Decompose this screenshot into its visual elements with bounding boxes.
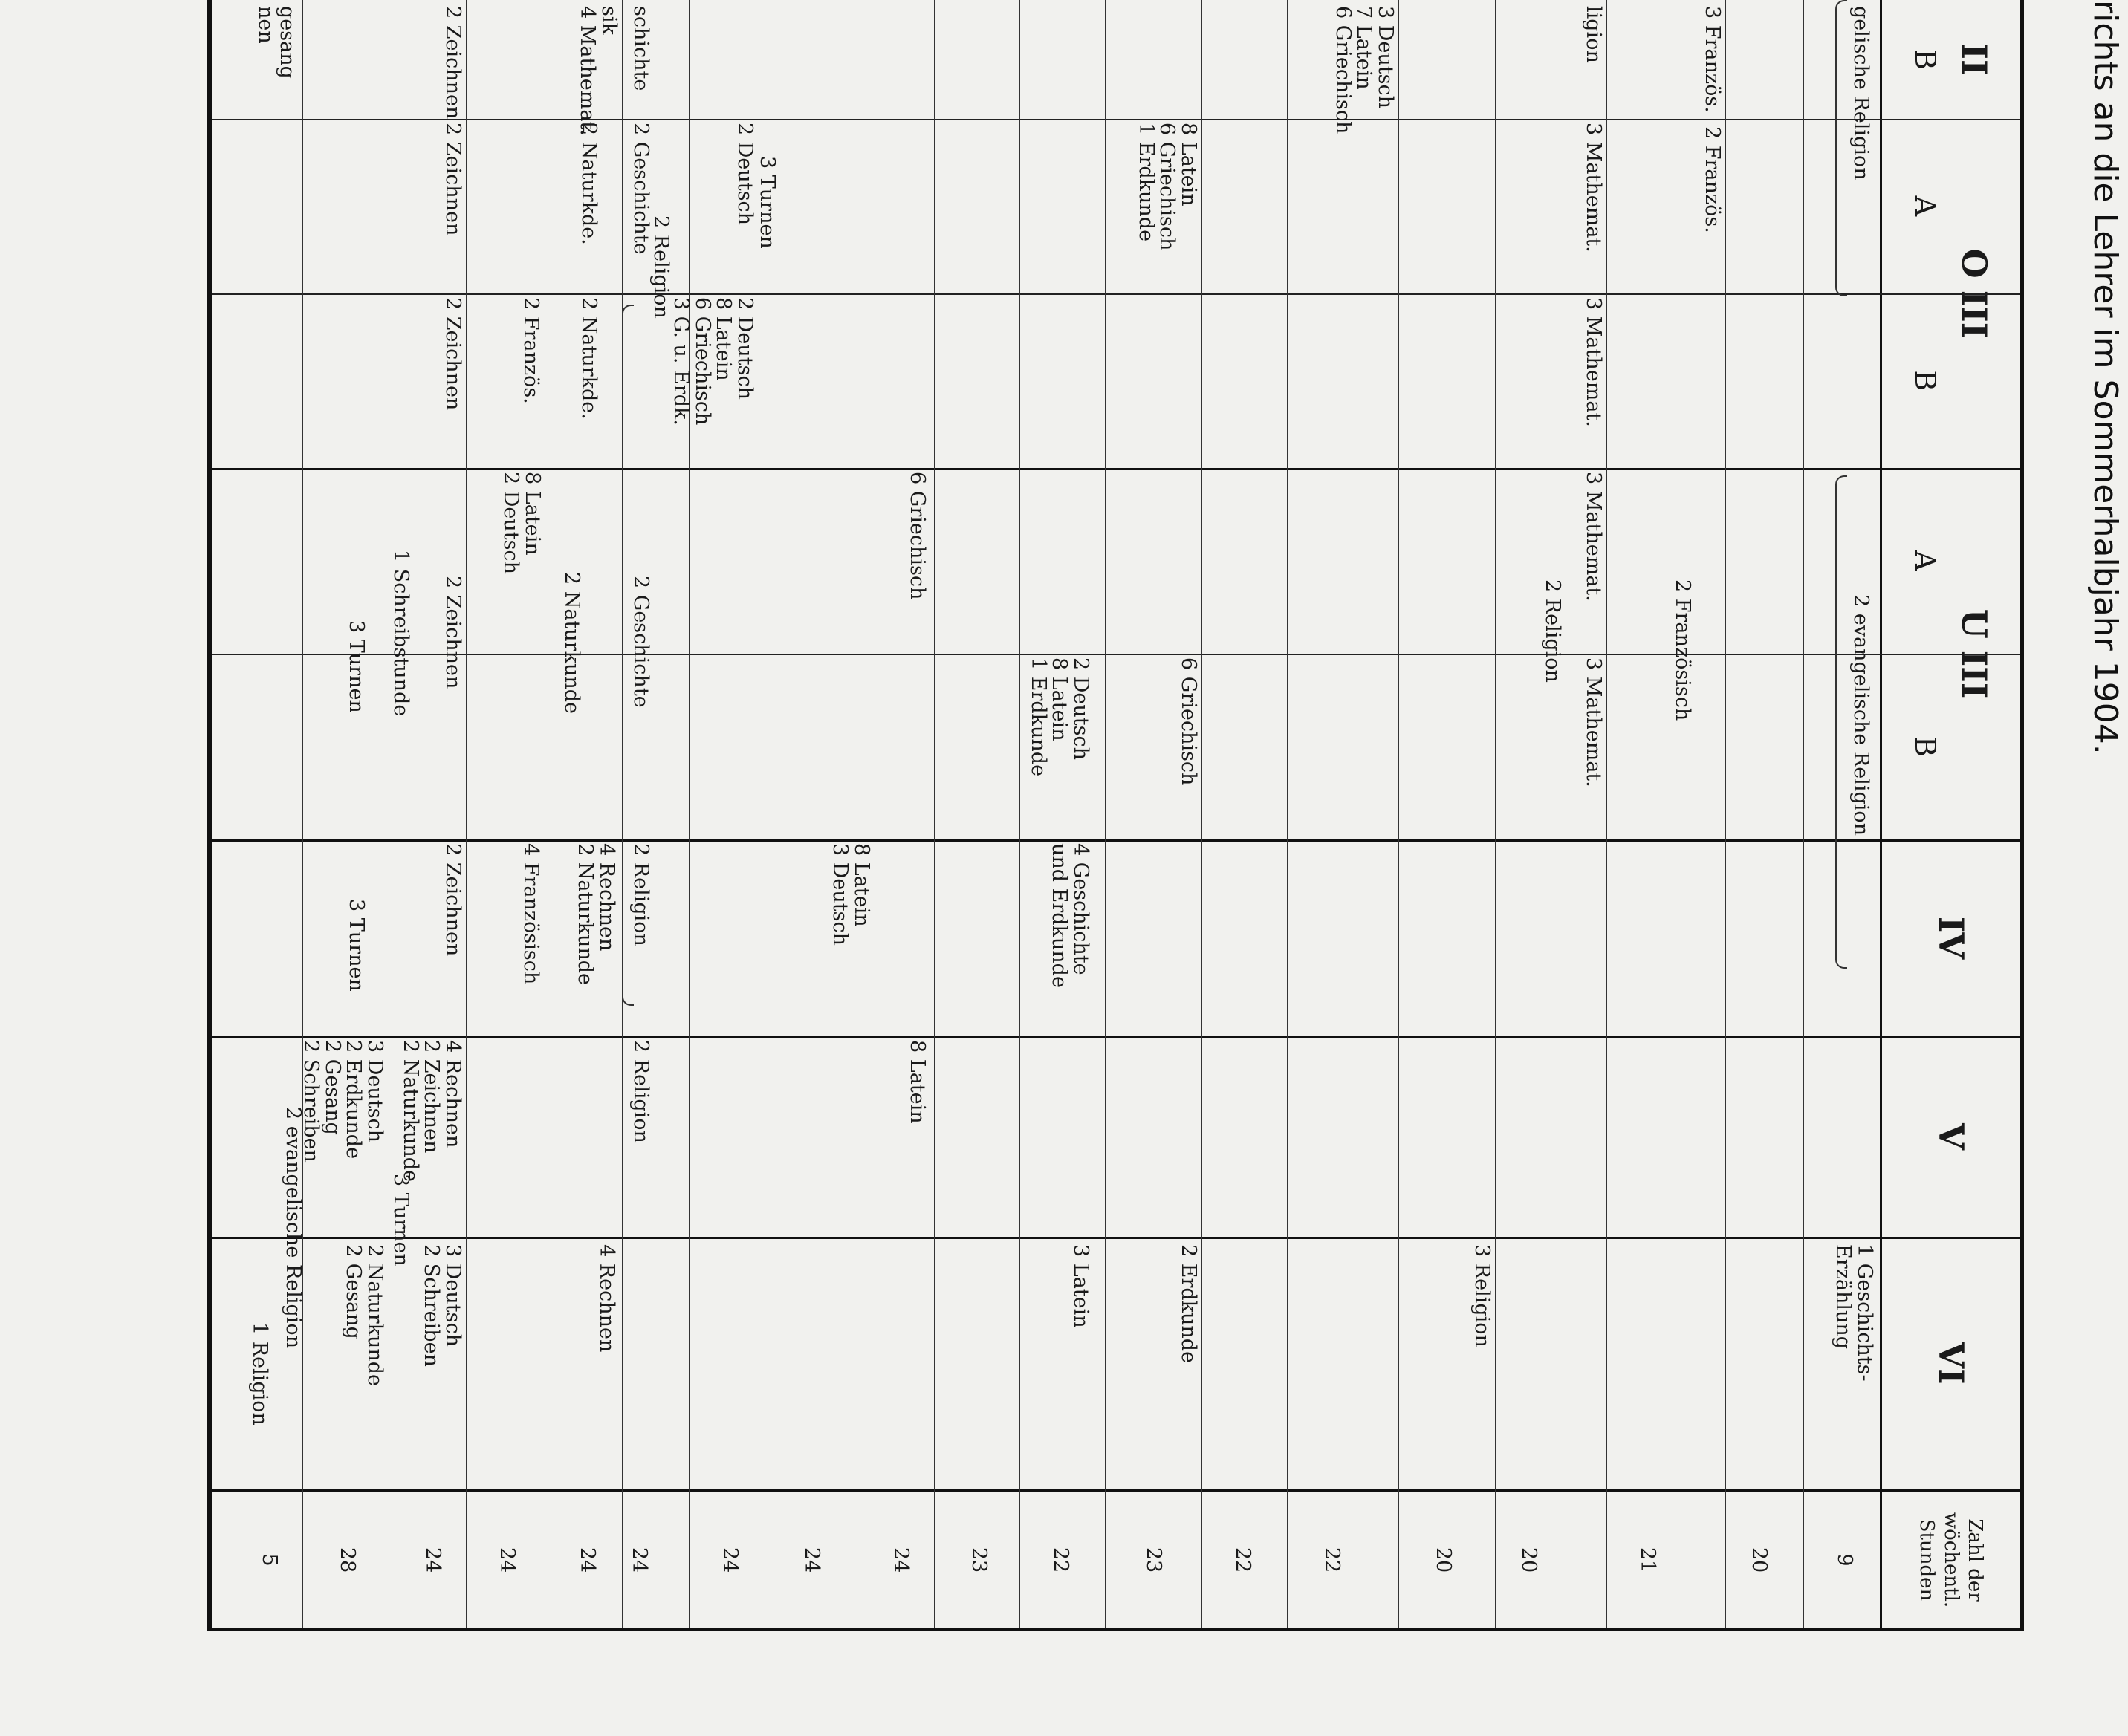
row-divider xyxy=(934,0,935,1628)
cell-r17-vi: 3 Deutsch 2 Schreiben xyxy=(420,1244,464,1367)
cell-r10-vi: 3 Latein xyxy=(1069,1244,1092,1328)
hours-r11: 24 xyxy=(889,1547,912,1573)
cell-r1-uiii: 2 evangelische Religion xyxy=(1849,594,1872,836)
group-brace xyxy=(1835,0,1847,296)
hours-r17: 24 xyxy=(421,1547,444,1573)
cell-r15-uiii: 2 Naturkunde xyxy=(560,572,583,715)
cell-r11-v: 8 Latein xyxy=(906,1040,929,1124)
cell-r4-uiiia: 3 Mathemat. xyxy=(1582,472,1605,602)
col-divider xyxy=(212,654,2020,655)
cell-r10-uiiib: 2 Deutsch 8 Latein 1 Erdkunde xyxy=(1026,657,1092,777)
row-divider xyxy=(689,0,690,1628)
row-divider xyxy=(1725,0,1726,1628)
hours-r1: 9 xyxy=(1833,1553,1856,1567)
cell-r17-iv: 2 Zeichnen xyxy=(441,843,464,957)
cell-r4-uiii-rel: 2 Religion xyxy=(1541,579,1564,683)
row-divider xyxy=(1398,0,1399,1628)
cell-r14-oiiia: 2 Geschichte xyxy=(629,123,652,255)
cell-r8-oiiia: 8 Latein 6 Griechisch 1 Erdkunde xyxy=(1134,123,1200,251)
cell-r14-iv: 2 Religion xyxy=(629,843,652,946)
header-iv: IV xyxy=(1930,916,1971,960)
hours-r7: 22 xyxy=(1231,1547,1254,1573)
hours-r13: 24 xyxy=(718,1547,742,1573)
cell-r17-v: 4 Rechnen 2 Zeichnen 2 Naturkunde xyxy=(398,1040,464,1183)
col-divider xyxy=(212,1237,2020,1239)
row-divider xyxy=(1105,0,1106,1628)
cell-r15-oiiia: 2 Naturkde. xyxy=(577,123,600,245)
cell-r17-oiiia: 2 Zeichnen xyxy=(441,6,464,120)
cell-r11-uiiia: 6 Griechisch xyxy=(906,472,929,600)
cell-r15-oiiib: 2 Naturkde. xyxy=(577,297,600,420)
cell-r13-oiiia: 2 Deutsch xyxy=(733,123,756,225)
col-divider xyxy=(212,468,2020,470)
cell-r12-iv: 8 Latein 3 Deutsch xyxy=(828,843,873,946)
cell-r15-iv: 4 Rechnen 2 Naturkunde xyxy=(574,843,618,986)
cell-r3-uiii: 2 Französisch xyxy=(1671,579,1694,721)
cell-r20-vi: 1 Religion xyxy=(248,1322,271,1425)
header-oiii: O III A B xyxy=(1909,195,1994,391)
hours-r16: 24 xyxy=(496,1547,519,1573)
cell-r19-iv: 3 Turnen xyxy=(345,899,368,992)
cell-r15-iib: sik 4 Mathemat. xyxy=(576,6,620,136)
row-divider xyxy=(1606,0,1607,1628)
header-vi: VI xyxy=(1930,1342,1971,1385)
cell-r10-iv: 4 Geschichte und Erdkunde xyxy=(1048,843,1092,988)
row-divider xyxy=(1201,0,1202,1628)
cell-r1-iib: gelische Religion xyxy=(1849,6,1872,181)
cell-r4-oiiib: 3 Mathemat. xyxy=(1582,297,1605,427)
cell-r16-iv: 4 Französisch xyxy=(519,843,542,985)
cell-r17-oiii-z: 2 Zeichnen xyxy=(441,123,464,236)
cell-r18-v: 3 Turnen xyxy=(389,1174,412,1267)
header-iib: II B xyxy=(1909,43,1994,76)
table-body xyxy=(212,0,2020,1628)
hours-r19: 28 xyxy=(336,1547,359,1573)
cell-r15-vi: 4 Rechnen xyxy=(595,1244,618,1353)
cell-r19-vi: 2 Naturkunde 2 Gesang xyxy=(342,1244,386,1387)
hours-r6: 22 xyxy=(1320,1547,1343,1573)
row-divider xyxy=(466,0,467,1628)
hours-r3: 21 xyxy=(1636,1547,1659,1573)
header-v: V xyxy=(1930,1123,1971,1150)
col-divider xyxy=(212,1036,2020,1038)
hours-r10: 23 xyxy=(967,1547,990,1573)
cell-r14-uiii: 2 Geschichte xyxy=(629,576,652,708)
cell-r14-oiii-rel: 2 Religion xyxy=(649,215,672,319)
cell-r19-uiii: 3 Turnen xyxy=(345,620,368,713)
cell-r4-uiiib: 3 Mathemat. xyxy=(1582,657,1605,787)
cell-r17-oiiib: 2 Zeichnen xyxy=(441,297,464,411)
header-hours: Zahl der wöchentl. Stunden xyxy=(1915,1512,1987,1608)
hours-r5: 20 xyxy=(1432,1547,1455,1573)
cell-r19-v: 3 Deutsch 2 Erdkunde 2 Gesang 2 Schreiben xyxy=(299,1040,386,1163)
hours-r8: 23 xyxy=(1142,1547,1165,1573)
header-uiii: U III A B xyxy=(1909,550,1994,757)
row-divider xyxy=(302,0,303,1628)
cell-r5-vi: 3 Religion xyxy=(1470,1244,1493,1347)
cell-r20-iib: gesang nen xyxy=(254,6,299,79)
cell-r8-uiiib: 6 Griechisch xyxy=(1177,657,1200,786)
cell-r18-uiii: 1 Schreibstunde xyxy=(389,550,412,717)
cell-r1-vi: 1 Geschichts- Erzählung xyxy=(1832,1244,1876,1382)
hours-r12: 24 xyxy=(800,1547,823,1573)
hours-r4: 20 xyxy=(1517,1547,1540,1573)
cell-r14-v: 2 Religion xyxy=(629,1040,652,1143)
schedule-table xyxy=(207,0,2024,1631)
row-divider xyxy=(1495,0,1496,1628)
page-heading: richts an die Lehrer im Sommerhalbjahr 1904. xyxy=(2086,0,2124,755)
hours-r2: 20 xyxy=(1748,1547,1771,1573)
cell-r20-v: 2 evangelische Religion xyxy=(282,1107,305,1349)
row-divider xyxy=(1019,0,1020,1628)
cell-r4-oiiia: 3 Mathemat. xyxy=(1582,123,1605,253)
row-divider xyxy=(1803,0,1804,1628)
hours-r15: 24 xyxy=(576,1547,599,1573)
col-divider xyxy=(212,119,2020,120)
row-divider xyxy=(1287,0,1288,1628)
cell-r6-iib: 3 Deutsch 7 Latein 6 Griechisch xyxy=(1331,6,1397,134)
header-row xyxy=(1880,0,2020,1628)
col-divider xyxy=(212,293,2020,295)
cell-r17-uiii: 2 Zeichnen xyxy=(441,576,464,689)
cell-r16-uiiia: 8 Latein 2 Deutsch xyxy=(499,472,544,574)
cell-r13-oiiib: 2 Deutsch 8 Latein 6 Griechisch 3 G. u. Erdk. xyxy=(669,297,756,426)
group-brace xyxy=(1835,475,1847,969)
cell-r4-iib: ligion xyxy=(1582,6,1605,63)
hours-r14: 24 xyxy=(628,1547,651,1573)
cell-r13-turnen: 3 Turnen xyxy=(756,156,779,249)
cell-r8-vi: 2 Erdkunde xyxy=(1177,1244,1200,1364)
col-divider xyxy=(212,839,2020,842)
cell-r14-iib: schichte xyxy=(629,6,652,91)
hours-r9: 22 xyxy=(1049,1547,1072,1573)
cell-r3-iib: 3 Französ. xyxy=(1701,6,1724,113)
hours-r20: 5 xyxy=(258,1553,281,1567)
cell-r16-oiiib: 2 Französ. xyxy=(519,297,542,404)
cell-r3-oiiia: 2 Französ. xyxy=(1701,126,1724,233)
